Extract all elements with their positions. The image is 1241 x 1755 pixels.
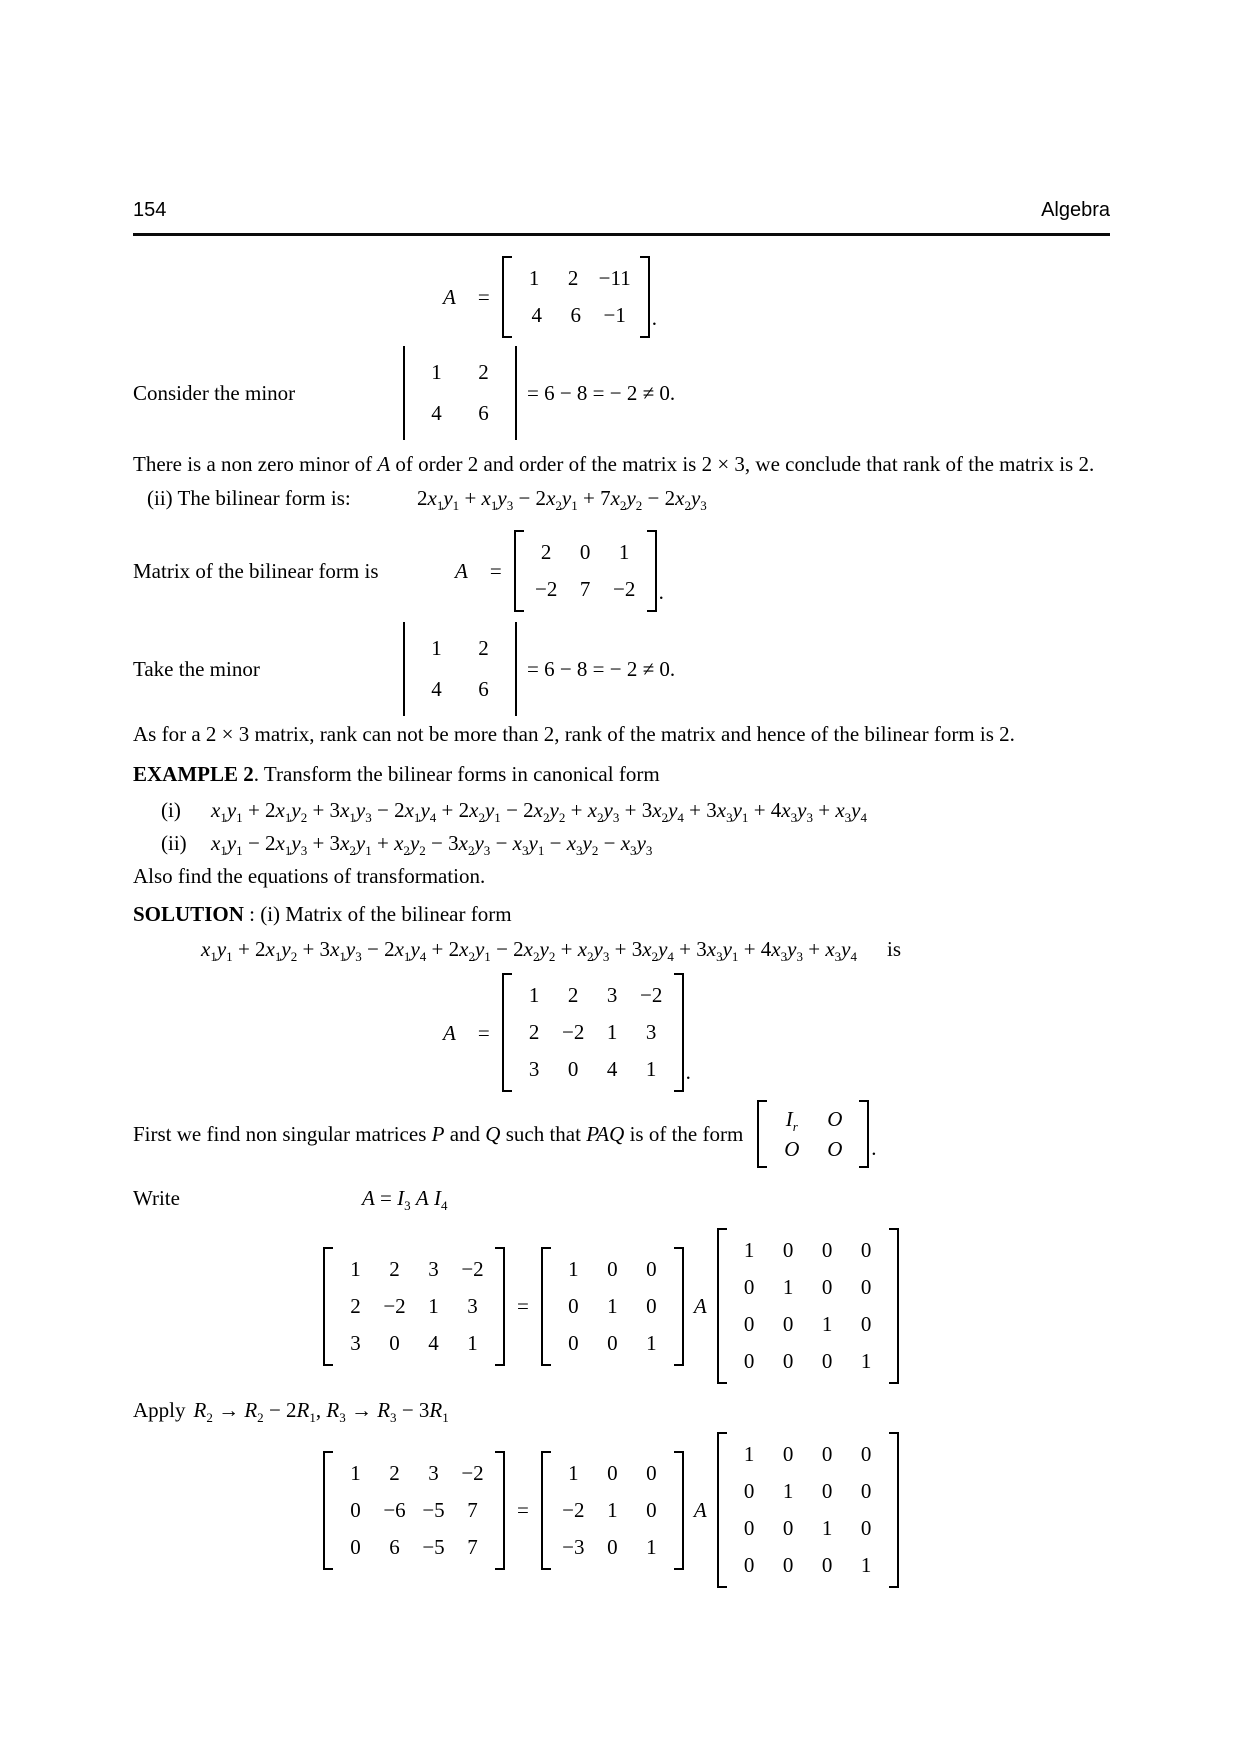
matrix-cell: 7 xyxy=(467,1534,478,1559)
step2-left-matrix xyxy=(323,1451,505,1570)
example2-form-i-label: (i) xyxy=(161,798,181,822)
matrix-cell: 0 xyxy=(568,1330,579,1355)
solution-heading: SOLUTION : (i) Matrix of the bilinear form xyxy=(133,902,512,926)
matrix-cell: 7 xyxy=(467,1497,478,1522)
header-subject: Algebra xyxy=(1041,199,1110,221)
matrix-cell: 3 xyxy=(606,983,618,1007)
asfor-paragraph: As for a 2 × 3 matrix, rank can not be more than 2, rank of the matrix and hence of the bilinear form is 2. xyxy=(133,722,1015,746)
bilinear-matrix xyxy=(514,530,657,612)
matrix-cell: 1 xyxy=(607,1293,618,1318)
matrix-cell: −3 xyxy=(562,1534,585,1559)
bilinear-form-ii-expression: $2x_1y_1 + x_1y_3 - 2x_2y_1 + 7x_2y_2 - 2x_2y_3$ xyxy=(417,486,707,513)
write-label: Write xyxy=(133,1186,180,1210)
page-number: 154 xyxy=(133,199,167,221)
matrix-cell: 0 xyxy=(782,1312,794,1336)
matrix-cell: 1 xyxy=(645,1057,657,1081)
matrix-cell: 3 xyxy=(428,1256,439,1281)
matrix-cell: 7 xyxy=(579,577,591,601)
matrix-cell: 0 xyxy=(860,1516,872,1540)
matrix-cell: 1 xyxy=(821,1312,833,1336)
bilinear-matrix-label: Matrix of the bilinear form is xyxy=(133,559,379,583)
matrix-cell: 0 xyxy=(743,1479,755,1503)
row-operations: $R_2 \to R_2 - 2R_1$, $R_3 \to R_3 - 3R_1$ xyxy=(193,1398,449,1425)
matrix-row xyxy=(413,669,507,710)
step1-A-symbol: A xyxy=(693,1294,707,1318)
matrix-cell: 6 xyxy=(570,303,581,327)
example2-form-ii-expression: $x_1y_1 - 2x_1y_3 + 3x_2y_1 + x_2y_2 - 3x_2y_3 - x_3y_1 - x_3y_2 - x_3y_3$ xyxy=(211,831,653,858)
matrix-cell: −2 xyxy=(383,1293,406,1318)
matrix-row xyxy=(515,260,637,297)
matrix-row xyxy=(515,1051,671,1088)
matrix-cell: 0 xyxy=(568,1293,579,1318)
matrix-cell: 0 xyxy=(782,1442,794,1466)
matrix-cell: −5 xyxy=(422,1534,445,1559)
matrix-row xyxy=(515,297,637,334)
matrix-cell: −2 xyxy=(461,1460,484,1485)
matrix-cell: O xyxy=(784,1137,800,1161)
equals-sign: = xyxy=(517,1294,529,1318)
matrix-cell: −5 xyxy=(422,1497,445,1522)
matrix-cell: 1 xyxy=(467,1330,478,1355)
matrix-cell: 0 xyxy=(579,540,591,564)
matrix-cell: 3 xyxy=(467,1293,478,1318)
consider-minor-row xyxy=(133,346,1110,440)
matrix-A xyxy=(502,973,684,1092)
matrix-row xyxy=(730,1510,886,1547)
matrix-cell: 6 xyxy=(478,677,489,701)
matrix-cell: 1 xyxy=(782,1275,794,1299)
bilinear-matrix-lhs: A xyxy=(455,559,468,583)
matrix-cell: 0 xyxy=(743,1312,755,1336)
matrix-equation-step1 xyxy=(323,1228,1110,1384)
step1-Q-matrix xyxy=(717,1228,899,1384)
step2-P-matrix xyxy=(541,1451,684,1570)
step1-P-matrix xyxy=(541,1247,684,1366)
matrix-row xyxy=(515,977,671,1014)
matrix-cell: 0 xyxy=(646,1256,657,1281)
matrix-row xyxy=(336,1288,492,1325)
matrix-cell: 0 xyxy=(782,1349,794,1373)
step1-left-matrix xyxy=(323,1247,505,1366)
matrix-cell: 0 xyxy=(743,1275,755,1299)
matrix-cell: 1 xyxy=(568,1460,579,1485)
matrix-row xyxy=(336,1455,492,1492)
matrix-cell: 1 xyxy=(528,266,540,290)
matrix-cell: −2 xyxy=(562,1020,585,1044)
matrix-cell: −2 xyxy=(562,1497,585,1522)
matrix-cell: 0 xyxy=(860,1479,872,1503)
equals-sign: = xyxy=(489,559,502,583)
matrix-cell: O xyxy=(827,1137,843,1161)
matrix-cell: 1 xyxy=(606,1020,618,1044)
matrix-cell: −6 xyxy=(383,1497,406,1522)
period: . xyxy=(685,1060,691,1084)
bilinear-form-ii-label: (ii) The bilinear form is: xyxy=(147,486,351,510)
matrix-cell: 0 xyxy=(860,1312,872,1336)
paq-paragraph-row xyxy=(133,1100,1110,1168)
matrix-cell: O xyxy=(827,1107,843,1131)
matrix-row xyxy=(730,1343,886,1380)
matrix-cell: 2 xyxy=(389,1256,400,1281)
page-header xyxy=(133,196,1110,236)
example2-form-i-expression: $x_1y_1 + 2x_1y_2 + 3x_1y_3 - 2x_1y_4 + 2x_2y_1 - 2x_2y_2 + x_2y_3 + 3x_2y_4 + 3x_3y_1 + 4x_3y_3 + x_3y_4$ xyxy=(211,798,867,825)
identity-factorization: $A = I_3$ A $I_4$ xyxy=(361,1186,448,1213)
matrix-cell: 4 xyxy=(606,1057,618,1081)
minor2-result: = 6 − 8 = − 2 ≠ 0. xyxy=(527,657,676,681)
matrix-cell: 0 xyxy=(350,1534,361,1559)
page-content xyxy=(133,196,1110,1588)
matrix-cell: 0 xyxy=(821,1275,833,1299)
matrix-row xyxy=(413,628,507,669)
matrix-row xyxy=(554,1288,671,1325)
matrix-cell: 2 xyxy=(350,1293,361,1318)
matrix-cell: 1 xyxy=(618,540,630,564)
matrix-cell: 1 xyxy=(431,636,442,660)
matrix-cell: 0 xyxy=(350,1497,361,1522)
matrix-cell: 0 xyxy=(743,1516,755,1540)
bilinear-form-ii-row xyxy=(133,484,1110,512)
matrix-cell: 1 xyxy=(431,360,442,384)
matrix-cell: −2 xyxy=(640,983,663,1007)
matrix-row xyxy=(413,352,507,393)
matrix-cell: 1 xyxy=(607,1497,618,1522)
matrix-cell: 0 xyxy=(646,1460,657,1485)
apply-label: Apply xyxy=(133,1398,186,1422)
matrix-row xyxy=(336,1529,492,1566)
matrix-cell: −11 xyxy=(598,266,631,290)
matrix-cell: 0 xyxy=(389,1330,400,1355)
minor1-determinant xyxy=(403,346,517,440)
matrix-cell: 0 xyxy=(860,1442,872,1466)
matrix-cell: 2 xyxy=(567,266,579,290)
period: . xyxy=(651,306,657,330)
example2-heading: EXAMPLE 2. Transform the bilinear forms in canonical form xyxy=(133,762,660,786)
matrix-cell: 4 xyxy=(428,1330,439,1355)
take-minor-label: Take the minor xyxy=(133,657,260,681)
matrix-cell: 1 xyxy=(821,1516,833,1540)
matrix-cell: 1 xyxy=(350,1460,361,1485)
consider-minor-label: Consider the minor xyxy=(133,381,296,405)
matrix-cell: 0 xyxy=(821,1553,833,1577)
matrix-cell: 3 xyxy=(428,1460,439,1485)
matrix-cell: −2 xyxy=(613,577,636,601)
matrix-row xyxy=(554,1529,671,1566)
matrix-cell: 0 xyxy=(743,1349,755,1373)
matrix-cell: 2 xyxy=(567,983,579,1007)
matrix-equation-step2 xyxy=(323,1432,1110,1588)
matrix-cell: 3 xyxy=(645,1020,657,1044)
also-find-paragraph: Also find the equations of transformation. xyxy=(133,864,486,888)
matrix-cell: 4 xyxy=(431,677,442,701)
solution-expression: $x_1y_1 + 2x_1y_2 + 3x_1y_3 - 2x_1y_4 + 2x_2y_1 - 2x_2y_2 + x_2y_3 + 3x_2y_4 + 3x_3y_1 + 4x_3y_3 + x_3y_4$ xyxy=(201,937,857,964)
matrix-row xyxy=(554,1455,671,1492)
matrix-row xyxy=(730,1306,886,1343)
step2-A-symbol: A xyxy=(693,1498,707,1522)
matrix-row xyxy=(730,1436,886,1473)
matrix-cell: 3 xyxy=(350,1330,361,1355)
matrix-cell: 1 xyxy=(646,1330,657,1355)
matrix-cell: 6 xyxy=(478,401,489,425)
matrix-cell: 1 xyxy=(568,1256,579,1281)
matrix-cell: −1 xyxy=(603,303,626,327)
matrix-cell: 0 xyxy=(743,1553,755,1577)
equals-sign: = xyxy=(517,1498,529,1522)
step2-Q-matrix xyxy=(717,1432,899,1588)
matrix-A-lhs: A xyxy=(443,1020,456,1045)
matrix-row xyxy=(770,1134,856,1164)
matrix-row xyxy=(336,1251,492,1288)
period: . xyxy=(658,580,664,604)
matrix-cell: 4 xyxy=(531,303,542,327)
paq-paragraph-text: First we find non singular matrices P and Q such that PAQ is of the form xyxy=(133,1122,744,1146)
rank-paragraph: There is a non zero minor of A of order 2 and order of the matrix is 2 × 3, we conclude that rank of the matrix is 2. xyxy=(133,452,1095,476)
matrix-cell: 1 xyxy=(743,1238,755,1262)
matrix-cell: 0 xyxy=(860,1275,872,1299)
take-minor-row xyxy=(133,622,1110,716)
matrix-cell: 0 xyxy=(821,1479,833,1503)
matrix-cell: 0 xyxy=(821,1442,833,1466)
matrix-cell: 3 xyxy=(528,1057,540,1081)
matrix-cell: 1 xyxy=(860,1349,872,1373)
matrix-row xyxy=(515,1014,671,1051)
matrix-row xyxy=(730,1547,886,1584)
matrix-cell: 2 xyxy=(540,540,552,564)
matrix-row xyxy=(770,1104,856,1134)
example2-form-ii-label: (ii) xyxy=(161,831,187,855)
matrix-cell: 0 xyxy=(607,1256,618,1281)
matrix-A-equation xyxy=(433,973,1110,1092)
matrix-cell: 4 xyxy=(431,401,442,425)
matrix-row xyxy=(554,1492,671,1529)
matrix-cell: 0 xyxy=(646,1293,657,1318)
matrix-row xyxy=(336,1325,492,1362)
matrix-row xyxy=(730,1232,886,1269)
matrix-cell: −2 xyxy=(535,577,558,601)
matrix-cell: 0 xyxy=(821,1238,833,1262)
matrix-A1-equation xyxy=(433,256,1110,338)
matrix-row xyxy=(527,571,644,608)
matrix-cell: 1 xyxy=(743,1442,755,1466)
bilinear-matrix-row xyxy=(133,530,1110,612)
matrix-row xyxy=(527,534,644,571)
apply-row xyxy=(133,1396,1110,1424)
matrix-A1 xyxy=(502,256,650,338)
matrix-cell: 0 xyxy=(782,1238,794,1262)
matrix-cell: 2 xyxy=(478,360,489,384)
matrix-cell: 1 xyxy=(428,1293,439,1318)
canonical-block-matrix xyxy=(757,1100,869,1168)
matrix-cell: 2 xyxy=(478,636,489,660)
matrix-cell: 2 xyxy=(389,1460,400,1485)
matrix-cell: 1 xyxy=(350,1256,361,1281)
matrix-cell: 0 xyxy=(607,1460,618,1485)
matrix-cell: 0 xyxy=(567,1057,579,1081)
matrix-row xyxy=(730,1473,886,1510)
example2-form-ii-row xyxy=(133,829,1110,857)
matrix-cell: 0 xyxy=(646,1497,657,1522)
matrix-cell: 0 xyxy=(782,1553,794,1577)
matrix-cell: 0 xyxy=(782,1516,794,1540)
matrix-cell: 6 xyxy=(389,1534,400,1559)
matrix-row xyxy=(554,1325,671,1362)
matrix-cell: 1 xyxy=(646,1534,657,1559)
minor2-determinant xyxy=(403,622,517,716)
matrix-cell: 1 xyxy=(528,983,540,1007)
matrix-cell: 1 xyxy=(860,1553,872,1577)
equals-sign: = xyxy=(477,1020,490,1045)
matrix-cell: 0 xyxy=(860,1238,872,1262)
write-row xyxy=(133,1184,1110,1212)
matrix-cell: 2 xyxy=(528,1020,540,1044)
matrix-cell: 0 xyxy=(821,1349,833,1373)
matrix-row xyxy=(554,1251,671,1288)
matrix-row xyxy=(336,1492,492,1529)
matrix-cell: −2 xyxy=(461,1256,484,1281)
matrix-cell: 0 xyxy=(607,1534,618,1559)
minor1-result: = 6 − 8 = − 2 ≠ 0. xyxy=(527,381,676,405)
is-word: is xyxy=(887,937,902,961)
matrix-cell: 0 xyxy=(607,1330,618,1355)
matrix-cell: 1 xyxy=(782,1479,794,1503)
matrix-A1-lhs: A xyxy=(443,285,456,309)
matrix-row xyxy=(730,1269,886,1306)
matrix-row xyxy=(413,393,507,434)
equals-sign: = xyxy=(477,285,490,309)
period: . xyxy=(871,1136,877,1160)
matrix-cell: $I_r$ xyxy=(785,1107,798,1134)
example2-form-i-row xyxy=(133,796,1110,824)
solution-expression-row xyxy=(133,935,1110,963)
